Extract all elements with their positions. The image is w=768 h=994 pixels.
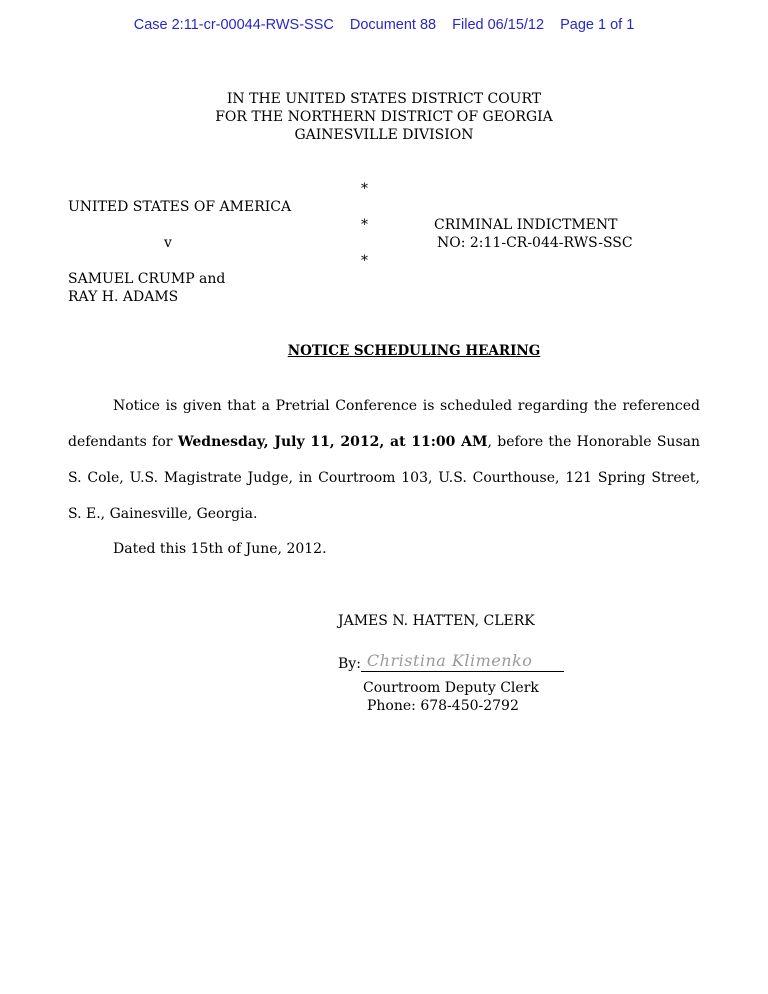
court-name-line1: IN THE UNITED STATES DISTRICT COURT xyxy=(226,91,542,107)
document-number-stamp: Document 88 xyxy=(349,17,437,33)
caption-separator-star-1: * xyxy=(361,181,368,197)
case-number: NO: 2:11-CR-044-RWS-SSC xyxy=(437,235,633,251)
notice-text-start: Notice is given that a Pretrial Conference is scheduled regarding the referenced defendants for xyxy=(68,398,700,450)
case-number-stamp: Case 2:11-cr-00044-RWS-SSC xyxy=(133,17,334,33)
dated-line: Dated this 15th of June, 2012. xyxy=(113,541,327,557)
caption-separator-star-3: * xyxy=(361,253,368,269)
dated-paragraph xyxy=(68,531,700,567)
document-title: NOTICE SCHEDULING HEARING xyxy=(287,343,541,359)
page-count-stamp: Page 1 of 1 xyxy=(560,17,635,33)
handwritten-signature: Christina Klimenko xyxy=(366,651,533,670)
caption-defendant-1: SAMUEL CRUMP and xyxy=(68,271,226,287)
clerk-phone: Phone: 678-450-2792 xyxy=(367,698,519,714)
notice-text-end: , before the Honorable Susan S. Cole, U.S. Magistrate Judge, in Courtroom 103, U.S. Courthouse, 121 Spring Street, S. E., Gainesville, Georgia. xyxy=(68,434,700,522)
by-label: By: xyxy=(338,656,361,672)
caption-separator-star-2: * xyxy=(361,217,368,233)
signature-block xyxy=(338,653,564,672)
clerk-name: JAMES N. HATTEN, CLERK xyxy=(338,613,535,629)
caption-defendant-2: RAY H. ADAMS xyxy=(68,289,179,305)
court-name-line2: FOR THE NORTHERN DISTRICT OF GEORGIA xyxy=(215,109,553,125)
signature-line xyxy=(361,653,564,672)
court-division: GAINESVILLE DIVISION xyxy=(294,127,474,143)
case-type: CRIMINAL INDICTMENT xyxy=(434,217,618,233)
filed-date-stamp: Filed 06/15/12 xyxy=(452,17,545,33)
hearing-date: Wednesday, July 11, 2012, at 11:00 AM xyxy=(177,434,488,450)
filing-header-stamp xyxy=(0,17,768,33)
caption-plaintiff: UNITED STATES OF AMERICA xyxy=(68,199,292,215)
notice-paragraph xyxy=(68,388,700,532)
caption-versus: v xyxy=(164,235,172,251)
deputy-clerk-title: Courtroom Deputy Clerk xyxy=(363,680,539,696)
